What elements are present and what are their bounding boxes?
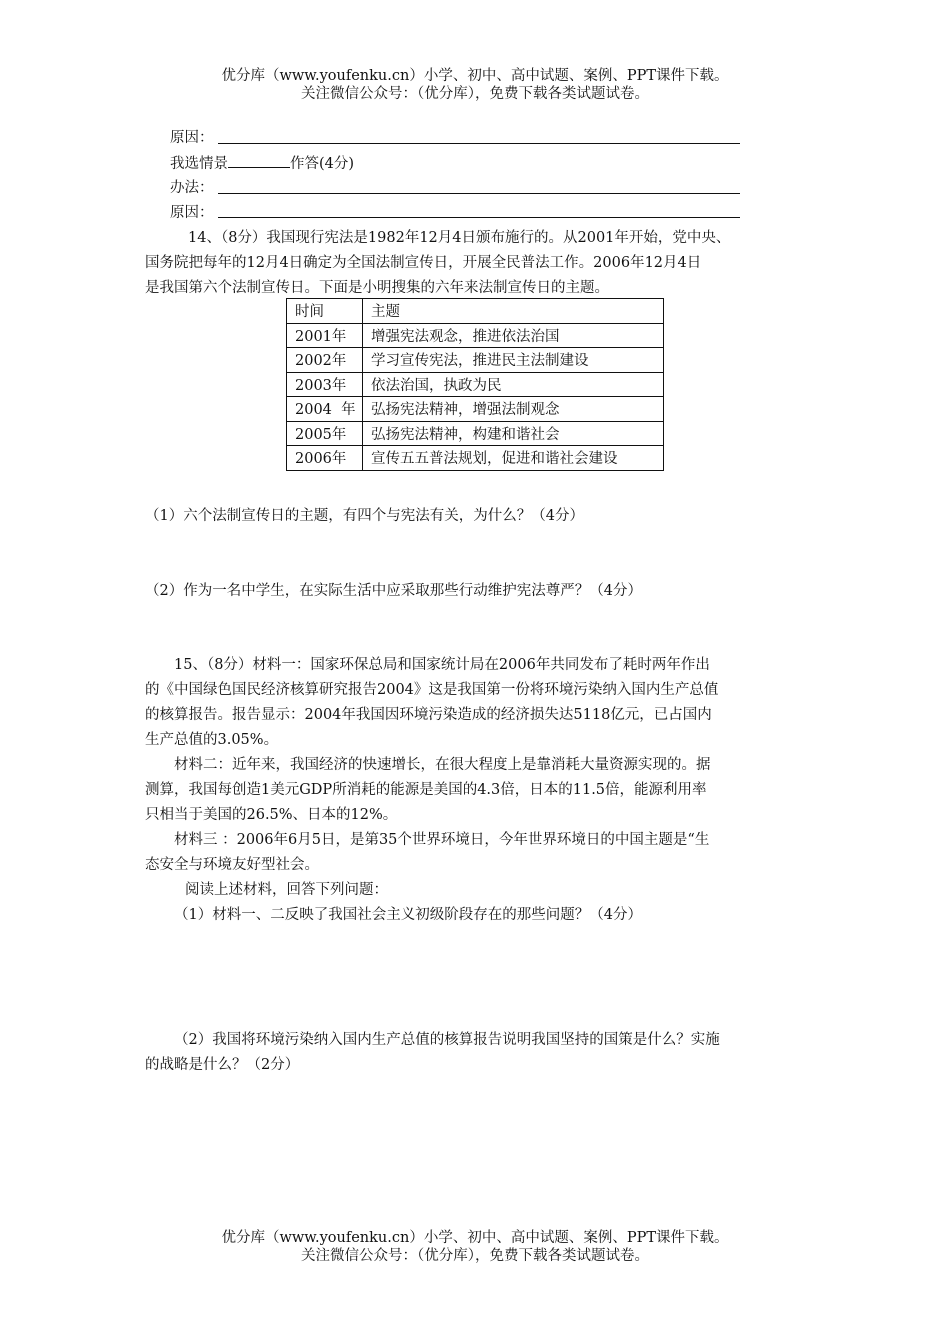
q15-material2-line-2: 测算，我国每创造1美元GDP所消耗的能源是美国的4.3倍，日本的11.5倍，能源利用率 [145, 782, 707, 798]
footer-line-2: 关注微信公众号：（优分库），免费下载各类试题试卷。 [301, 1248, 649, 1264]
q14-question-2: （2）作为一名中学生，在实际生活中应采取那些行动维护宪法尊严？（4分） [145, 583, 642, 599]
q14-intro-line-1: 14、（8分）我国现行宪法是1982年12月4日颁布施行的。从2001年开始，党中央、 [188, 230, 731, 246]
reason-label-2: 原因： [170, 205, 214, 221]
q14-question-1: （1）六个法制宣传日的主题，有四个与宪法有关，为什么？（4分） [145, 508, 584, 524]
q15-question-2-line-1: （2）我国将环境污染纳入国内生产总值的核算报告说明我国坚持的国策是什么？实施 [174, 1032, 720, 1048]
table-cell-theme: 学习宣传宪法，推进民主法制建设 [363, 348, 664, 373]
header-line-1: 优分库（www.youfenku.cn）小学、初中、高中试题、案例、PPT课件下载。 [221, 68, 729, 84]
q15-material1-line-3: 的核算报告。报告显示：2004年我国因环境污染造成的经济损失达5118亿元，已占国内 [145, 707, 712, 723]
footer-line-1: 优分库（www.youfenku.cn）小学、初中、高中试题、案例、PPT课件下载。 [221, 1230, 729, 1246]
table-row [287, 323, 664, 348]
header-line-2: 关注微信公众号：（优分库），免费下载各类试题试卷。 [301, 86, 649, 102]
table-cell-year: 2005年 [287, 421, 363, 446]
q15-material3-line-2: 态安全与环境友好型社会。 [145, 857, 319, 873]
choose-scenario-line [170, 153, 354, 174]
answer-line-reason-2[interactable] [218, 217, 740, 218]
table-header-row [287, 299, 664, 324]
choose-scenario-prefix: 我选情景 [170, 156, 228, 172]
answer-line-reason-1[interactable] [218, 143, 740, 144]
table-cell-theme: 弘扬宪法精神，构建和谐社会 [363, 421, 664, 446]
table-row [287, 348, 664, 373]
q15-material3-line-1: 材料三 ：2006年6月5日，是第35个世界环境日，今年世界环境日的中国主题是“生 [174, 832, 710, 848]
table-cell-theme: 依法治国，执政为民 [363, 372, 664, 397]
q15-material2-line-1: 材料二：近年来，我国经济的快速增长，在很大程度上是靠消耗大量资源实现的。据 [174, 757, 711, 773]
scenario-blank[interactable] [228, 153, 290, 168]
table-row [287, 372, 664, 397]
table-header-time: 时间 [287, 299, 363, 324]
theme-table [286, 298, 664, 471]
q15-read-instruction: 阅读上述材料，回答下列问题： [185, 882, 388, 898]
q15-question-2-line-2: 的战略是什么？（2分） [145, 1057, 300, 1073]
q15-material2-line-3: 只相当于美国的26.5%、日本的12%。 [145, 807, 398, 823]
choose-scenario-suffix: 作答(4分) [290, 156, 355, 172]
table-cell-theme: 增强宪法观念，推进依法治国 [363, 323, 664, 348]
table-cell-year: 2006年 [287, 446, 363, 471]
reason-label-1: 原因： [170, 130, 214, 146]
table-row [287, 446, 664, 471]
answer-line-method[interactable] [218, 193, 740, 194]
q15-material1-line-4: 生产总值的3.05%。 [145, 732, 279, 748]
table-row [287, 421, 664, 446]
method-label: 办法： [170, 180, 214, 196]
table-cell-year: 2001年 [287, 323, 363, 348]
q14-intro-line-2: 国务院把每年的12月4日确定为全国法制宣传日，开展全民普法工作。2006年12月4日 [145, 255, 702, 271]
table-row [287, 397, 664, 422]
q15-material1-line-1: 15、（8分）材料一：国家环保总局和国家统计局在2006年共同发布了耗时两年作出 [174, 657, 710, 673]
q15-question-1: （1）材料一、二反映了我国社会主义初级阶段存在的那些问题？（4分） [174, 907, 642, 923]
table-cell-year: 2004 年 [287, 397, 363, 422]
q15-material1-line-2: 的《中国绿色国民经济核算研究报告2004》这是我国第一份将环境污染纳入国内生产总值 [145, 682, 719, 698]
table-header-theme: 主题 [363, 299, 664, 324]
table-cell-theme: 弘扬宪法精神，增强法制观念 [363, 397, 664, 422]
table-cell-theme: 宣传五五普法规划，促进和谐社会建设 [363, 446, 664, 471]
table-cell-year: 2003年 [287, 372, 363, 397]
table-cell-year: 2002年 [287, 348, 363, 373]
q14-intro-line-3: 是我国第六个法制宣传日。下面是小明搜集的六年来法制宣传日的主题。 [145, 280, 609, 296]
